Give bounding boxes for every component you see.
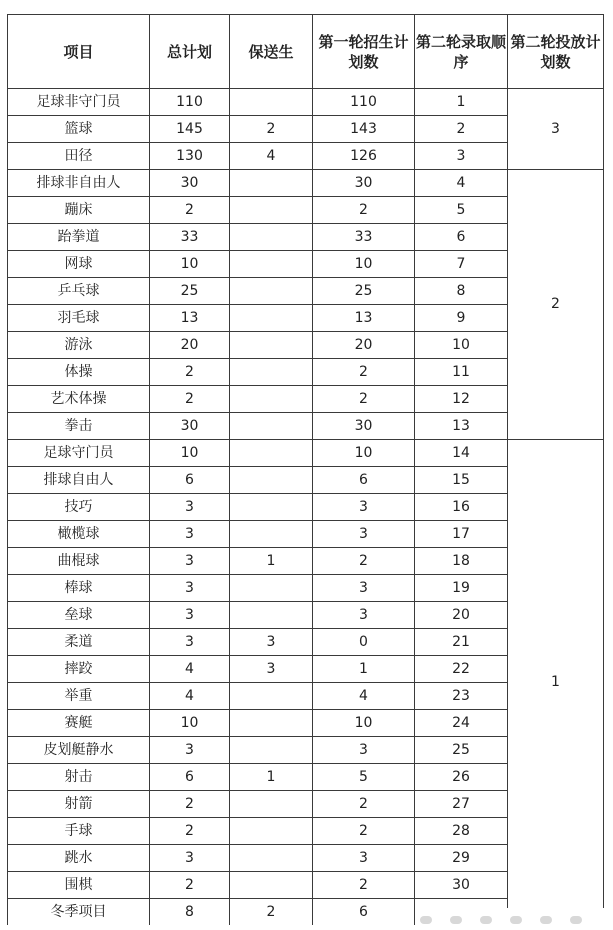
- value-cell: 3: [150, 521, 230, 548]
- value-cell: 16: [415, 494, 508, 521]
- value-cell: 110: [313, 89, 415, 116]
- enrollment-plan-table: [7, 14, 604, 926]
- item-name-cell: 棒球: [8, 575, 150, 602]
- item-name-cell: 橄榄球: [8, 521, 150, 548]
- value-cell: 13: [415, 413, 508, 440]
- item-name-cell: 摔跤: [8, 656, 150, 683]
- value-cell: 3: [313, 575, 415, 602]
- value-cell: 2: [150, 359, 230, 386]
- item-name-cell: 技巧: [8, 494, 150, 521]
- value-cell: [230, 332, 313, 359]
- item-name-cell: 蹦床: [8, 197, 150, 224]
- value-cell: 2: [313, 818, 415, 845]
- value-cell: [230, 737, 313, 764]
- value-cell: [230, 170, 313, 197]
- item-name-cell: 皮划艇静水: [8, 737, 150, 764]
- value-cell: 2: [150, 872, 230, 899]
- value-cell: 17: [415, 521, 508, 548]
- value-cell: [230, 575, 313, 602]
- value-cell: 3: [313, 737, 415, 764]
- value-cell: 2: [415, 116, 508, 143]
- value-cell: 20: [313, 332, 415, 359]
- value-cell: 2: [230, 116, 313, 143]
- item-name-cell: 举重: [8, 683, 150, 710]
- item-name-cell: 柔道: [8, 629, 150, 656]
- table-row: [8, 170, 604, 197]
- value-cell: 8: [150, 899, 230, 926]
- value-cell: 10: [150, 710, 230, 737]
- item-name-cell: 篮球: [8, 116, 150, 143]
- value-cell: 10: [313, 710, 415, 737]
- value-cell: 14: [415, 440, 508, 467]
- item-name-cell: 围棋: [8, 872, 150, 899]
- value-cell: 6: [313, 899, 415, 926]
- value-cell: 0: [313, 629, 415, 656]
- header-cell: 总计划: [150, 15, 230, 89]
- value-cell: [230, 494, 313, 521]
- value-cell: 10: [313, 251, 415, 278]
- value-cell: 4: [150, 656, 230, 683]
- value-cell: 2: [313, 791, 415, 818]
- value-cell: 25: [150, 278, 230, 305]
- header-cell: 第一轮招生计划数: [313, 15, 415, 89]
- value-cell: 10: [150, 440, 230, 467]
- value-cell: [230, 224, 313, 251]
- value-cell: 30: [313, 413, 415, 440]
- item-name-cell: 足球非守门员: [8, 89, 150, 116]
- value-cell: [230, 602, 313, 629]
- table-body: [8, 89, 604, 926]
- value-cell: [230, 197, 313, 224]
- value-cell: 13: [150, 305, 230, 332]
- item-name-cell: 体操: [8, 359, 150, 386]
- value-cell: [230, 467, 313, 494]
- value-cell: 30: [313, 170, 415, 197]
- item-name-cell: 跆拳道: [8, 224, 150, 251]
- value-cell: 12: [415, 386, 508, 413]
- value-cell: 1: [230, 764, 313, 791]
- value-cell: 2: [313, 359, 415, 386]
- value-cell: 3: [150, 737, 230, 764]
- value-cell: 25: [415, 737, 508, 764]
- value-cell: 2: [150, 197, 230, 224]
- value-cell: 2: [230, 899, 313, 926]
- value-cell: 143: [313, 116, 415, 143]
- item-name-cell: 射箭: [8, 791, 150, 818]
- value-cell: 2: [150, 386, 230, 413]
- second-round-plan-cell: 3: [508, 89, 604, 170]
- value-cell: 33: [313, 224, 415, 251]
- value-cell: 10: [415, 332, 508, 359]
- header-cell: 第二轮投放计划数: [508, 15, 604, 89]
- value-cell: 2: [313, 872, 415, 899]
- value-cell: [230, 440, 313, 467]
- value-cell: 6: [150, 467, 230, 494]
- value-cell: [230, 710, 313, 737]
- value-cell: 20: [415, 602, 508, 629]
- value-cell: 2: [150, 791, 230, 818]
- value-cell: 25: [313, 278, 415, 305]
- value-cell: 2: [313, 548, 415, 575]
- value-cell: 27: [415, 791, 508, 818]
- second-round-plan-cell: 1: [508, 440, 604, 926]
- value-cell: [230, 791, 313, 818]
- value-cell: 2: [313, 197, 415, 224]
- value-cell: 28: [415, 818, 508, 845]
- value-cell: 24: [415, 710, 508, 737]
- item-name-cell: 赛艇: [8, 710, 150, 737]
- value-cell: 5: [313, 764, 415, 791]
- item-name-cell: 跳水: [8, 845, 150, 872]
- value-cell: 2: [313, 386, 415, 413]
- value-cell: 10: [150, 251, 230, 278]
- value-cell: 3: [313, 845, 415, 872]
- value-cell: 29: [415, 845, 508, 872]
- value-cell: 6: [415, 224, 508, 251]
- value-cell: 3: [313, 521, 415, 548]
- value-cell: 3: [150, 494, 230, 521]
- value-cell: 3: [313, 494, 415, 521]
- value-cell: 4: [415, 170, 508, 197]
- value-cell: 1: [230, 548, 313, 575]
- value-cell: 21: [415, 629, 508, 656]
- value-cell: 19: [415, 575, 508, 602]
- value-cell: 10: [313, 440, 415, 467]
- table-row: [8, 440, 604, 467]
- value-cell: [230, 251, 313, 278]
- value-cell: 15: [415, 467, 508, 494]
- value-cell: 4: [150, 683, 230, 710]
- value-cell: [230, 278, 313, 305]
- value-cell: 3: [150, 845, 230, 872]
- value-cell: 110: [150, 89, 230, 116]
- value-cell: [230, 413, 313, 440]
- value-cell: [230, 305, 313, 332]
- item-name-cell: 排球非自由人: [8, 170, 150, 197]
- value-cell: 126: [313, 143, 415, 170]
- watermark: [420, 908, 613, 930]
- value-cell: 2: [150, 818, 230, 845]
- item-name-cell: 羽毛球: [8, 305, 150, 332]
- value-cell: 30: [150, 413, 230, 440]
- item-name-cell: 垒球: [8, 602, 150, 629]
- value-cell: 7: [415, 251, 508, 278]
- header-cell: 保送生: [230, 15, 313, 89]
- item-name-cell: 网球: [8, 251, 150, 278]
- value-cell: 8: [415, 278, 508, 305]
- item-name-cell: 田径: [8, 143, 150, 170]
- value-cell: 30: [415, 872, 508, 899]
- item-name-cell: 足球守门员: [8, 440, 150, 467]
- value-cell: 130: [150, 143, 230, 170]
- value-cell: 1: [415, 89, 508, 116]
- value-cell: 20: [150, 332, 230, 359]
- value-cell: [230, 818, 313, 845]
- table-row: [8, 89, 604, 116]
- value-cell: 3: [150, 548, 230, 575]
- value-cell: 6: [150, 764, 230, 791]
- value-cell: 4: [230, 143, 313, 170]
- item-name-cell: 游泳: [8, 332, 150, 359]
- item-name-cell: 排球自由人: [8, 467, 150, 494]
- item-name-cell: 手球: [8, 818, 150, 845]
- value-cell: [230, 89, 313, 116]
- value-cell: [230, 683, 313, 710]
- table-header-row: [8, 15, 604, 89]
- value-cell: 3: [150, 602, 230, 629]
- value-cell: 145: [150, 116, 230, 143]
- value-cell: 1: [313, 656, 415, 683]
- value-cell: 4: [313, 683, 415, 710]
- item-name-cell: 射击: [8, 764, 150, 791]
- value-cell: 3: [230, 656, 313, 683]
- value-cell: 3: [150, 575, 230, 602]
- item-name-cell: 乒乓球: [8, 278, 150, 305]
- value-cell: 3: [415, 143, 508, 170]
- value-cell: 11: [415, 359, 508, 386]
- value-cell: 3: [230, 629, 313, 656]
- value-cell: [230, 845, 313, 872]
- item-name-cell: 冬季项目: [8, 899, 150, 926]
- value-cell: [230, 521, 313, 548]
- value-cell: 6: [313, 467, 415, 494]
- item-name-cell: 艺术体操: [8, 386, 150, 413]
- value-cell: 18: [415, 548, 508, 575]
- value-cell: 30: [150, 170, 230, 197]
- value-cell: [230, 386, 313, 413]
- header-cell: 项目: [8, 15, 150, 89]
- value-cell: 13: [313, 305, 415, 332]
- value-cell: 33: [150, 224, 230, 251]
- value-cell: 26: [415, 764, 508, 791]
- value-cell: 22: [415, 656, 508, 683]
- value-cell: 23: [415, 683, 508, 710]
- item-name-cell: 拳击: [8, 413, 150, 440]
- second-round-plan-cell: 2: [508, 170, 604, 440]
- value-cell: [230, 872, 313, 899]
- value-cell: 5: [415, 197, 508, 224]
- value-cell: 3: [313, 602, 415, 629]
- value-cell: 3: [150, 629, 230, 656]
- value-cell: 9: [415, 305, 508, 332]
- header-cell: 第二轮录取顺序: [415, 15, 508, 89]
- value-cell: [230, 359, 313, 386]
- item-name-cell: 曲棍球: [8, 548, 150, 575]
